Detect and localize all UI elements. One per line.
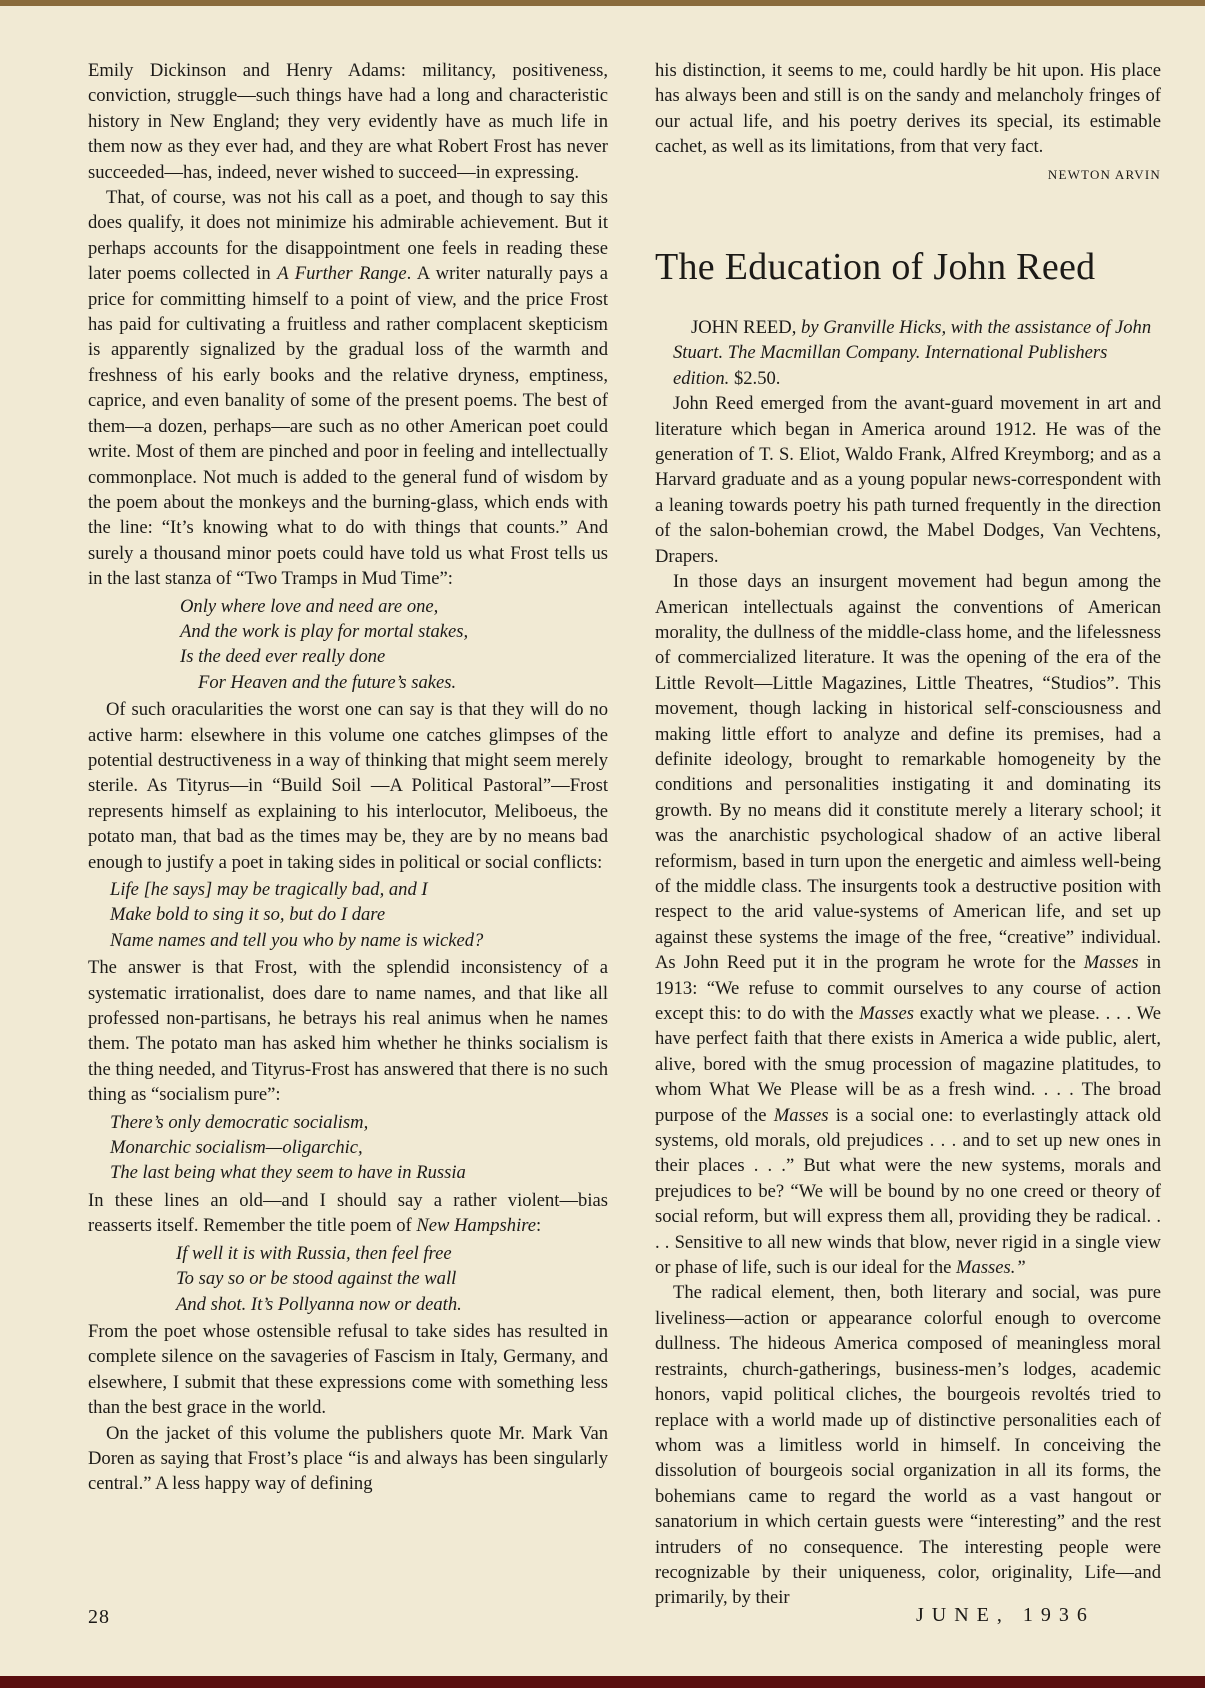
poem-line: There’s only democratic socialism, [110,1111,369,1133]
poem-title: New Hampshire [416,1215,537,1237]
magazine-title: Masses [773,1104,829,1126]
paragraph: In those days an insurgent movement had begun among the American intellectuals against the conventions of American morality, the dullness of the middle-class home, and the lifelessness of commercialized literature. It was the opening of the era of the Little Revolt—Little Magazines, Little Theatres, “Studios”. This movement, though lacking in historical self-consciousness and making little effort to analyze and define its premises, had a definite ideology, brought to remarkable homogeneity by the conditions and personalities instigating it and dominating its growth. By no means did it constitute merely a literary school; it was the anarchistic psychological shadow of an active liberal reformism, based in turn upon the energetic and aimless well-being of the middle class. The insurgents took a destructive position with respect to the arid value-systems of American life, and set up against these systems the image of the free, “creative” individual. As John Reed put it in the program he wrote for the Masses in 1913: “We refuse to commit ourselves to any course of action except this: to do with the Masses exactly what we please. . . . We have perfect faith that there exists in America a wide public, alert, alive, bored with the smug procession of magazine platitudes, to whom What We Please will be as a fresh wind. . . . The broad purpose of the Masses is a social one: to everlastingly attack old systems, old morals, old prejudices . . . and to set up new ones in their places . . .” But what were the new systems, morals and prejudices to be? “We will be bound by no one creed or theory of social reform, but will express them all, providing they be radical. . . . Sensitive to all new winds that blow, never rigid in a single view or phase of life, such is our ideal for the Masses.” [655,571,1161,1279]
issue-date: JUNE, 1936 [916,1604,1095,1626]
paragraph: Of such oracularities the worst one can say is that they will do no active harm: elsewhere in this volume one catches glimpses of the potential destructiveness in a way of thinking that might seem merely sterile. As Tityrus—in “Build Soil —A Political Pastoral”—Frost represents himself as explaining to his interlocutor, Meliboeus, the potato man, that bad as the times may be, they are by no means bad enough to justify a poet in taking sides in political or social conflicts: [88,699,608,873]
poem-line: And shot. It’s Pollyanna now or death. [176,1293,462,1315]
poem-line: Is the deed ever really done [180,646,386,668]
poem-quote [88,594,608,696]
poem-line: Monarchic socialism—oligarchic, [110,1137,363,1159]
review-author: NEWTON ARVIN [1047,166,1161,182]
paragraph: John Reed emerged from the avant-guard movement in art and literature which began in America around 1912. He was of the generation of T. S. Eliot, Waldo Frank, Alfred Kreymborg; and as a Harvard graduate and as a young popular news-correspondent with a leaning towards poetry his path turned frequently in the direction of the salon-bohemian crowd, the Mabel Dodges, Van Vechtens, Drapers. [655,393,1161,567]
page-bottom-edge [0,1676,1205,1688]
article-title: The Education of John Reed [655,246,1096,289]
poem-line: And the work is play for mortal stakes, [180,620,469,642]
paragraph: From the poet whose ostensible refusal to take sides has resulted in complete silence on the savageries of Fascism in Italy, Germany, and elsewhere, I submit that these expressions come with something less than the best grace in the world. [88,1320,608,1419]
book-title: A Further Range [277,263,407,285]
poem-line: For Heaven and the future’s sakes. [198,671,457,693]
paragraph: his distinction, it seems to me, could hardly be hit upon. His place has always been and still is on the sandy and melancholy fringes of our actual life, and his poetry derives its special, its estimable cachet, as well as its limitations, from that very fact. [655,60,1161,158]
magazine-title: Masses [1083,952,1139,974]
poem-quote [88,1241,608,1317]
book-citation: JOHN REED, by Granville Hicks, with the assistance of John Stuart. The Macmillan Company. International Publishers edition. $2.50. [673,317,1152,389]
page-number: 28 [88,1606,110,1628]
poem-quote [88,1110,608,1186]
paragraph: Emily Dickinson and Henry Adams: militancy, positiveness, conviction, struggle—such things have had a long and characteristic history in New England; they very evidently have as much life in them now as they ever had, and they are what Robert Frost has never succeeded—has, indeed, never wished to succeed—in expressing. [88,60,608,183]
poem-line: The last being what they seem to have in Russia [110,1162,466,1184]
right-column [655,58,1161,1611]
poem-line: Name names and tell you who by name is wicked? [110,929,484,951]
poem-line: Only where love and need are one, [180,595,439,617]
page-top-edge [0,0,1205,6]
left-column [88,58,608,1497]
magazine-title: Masses.” [956,1257,1026,1279]
paragraph: That, of course, was not his call as a poet, and though to say this does qualify, it does not minimize his admirable achievement. But it perhaps accounts for the disappointment one feels in reading these later poems collected in A Further Range. A writer naturally pays a price for committing himself to a point of view, and the price Frost has paid for cultivating a fruitless and rather complacent skepticism is apparently signalized by the gradual loss of the warmth and freshness of his early books and the relative dryness, emptiness, caprice, and even banality of some of the present poems. The best of them—a dozen, perhaps—are such as no other American poet could write. Most of them are pinched and poor in feeling and intellectually commonplace. Not much is added to the general fund of wisdom by the poem about the monkeys and the burning-glass, which ends with the line: “It’s knowing what to do with things that counts.” And surely a thousand minor poets could have told us what Frost tells us in the last stanza of “Two Tramps in Mud Time”: [88,187,608,590]
poem-line: Life [he says] may be tragically bad, and I [110,879,428,900]
poem-line: To say so or be stood against the wall [176,1268,457,1290]
paragraph: The radical element, then, both literary and social, was pure liveliness—action or appearance colorful enough to overcome dullness. The hideous America composed of meaningless moral restraints, church-gatherings, business-men’s lodges, academic honors, vapid political cliches, the bourgeois revoltés tried to replace with a world made up of distinctive personalities each of whom was a limitless world in himself. In conceiving the dissolution of bourgeois social organization in all its forms, the bohemians came to regard the world as a vast hangout or sanatorium in which certain guests were “interesting” and the rest intruders of no consequence. The interesting people were recognizable by their uniqueness, color, originality, Life—and primarily, by their [655,1282,1161,1609]
poem-line: If well it is with Russia, then feel free [176,1242,452,1264]
poem-quote [88,877,608,953]
magazine-title: Masses [859,1003,914,1024]
poem-line: Make bold to sing it so, but do I dare [110,904,386,926]
paragraph: On the jacket of this volume the publishers quote Mr. Mark Van Doren as saying that Frost’s place “is and always has been singularly central.” A less happy way of defining [88,1422,608,1495]
paragraph: The answer is that Frost, with the splendid inconsistency of a systematic irrationalist, does dare to name names, and that like all professed non-partisans, he betrays his real animus when he names them. The potato man has asked him whether he thinks socialism is the thing needed, and Tityrus-Frost has answered that there is no such thing as “socialism pure”: [88,957,608,1106]
paragraph: In these lines an old—and I should say a rather violent—bias reasserts itself. Remember the title poem of New Hampshire: [88,1189,608,1237]
